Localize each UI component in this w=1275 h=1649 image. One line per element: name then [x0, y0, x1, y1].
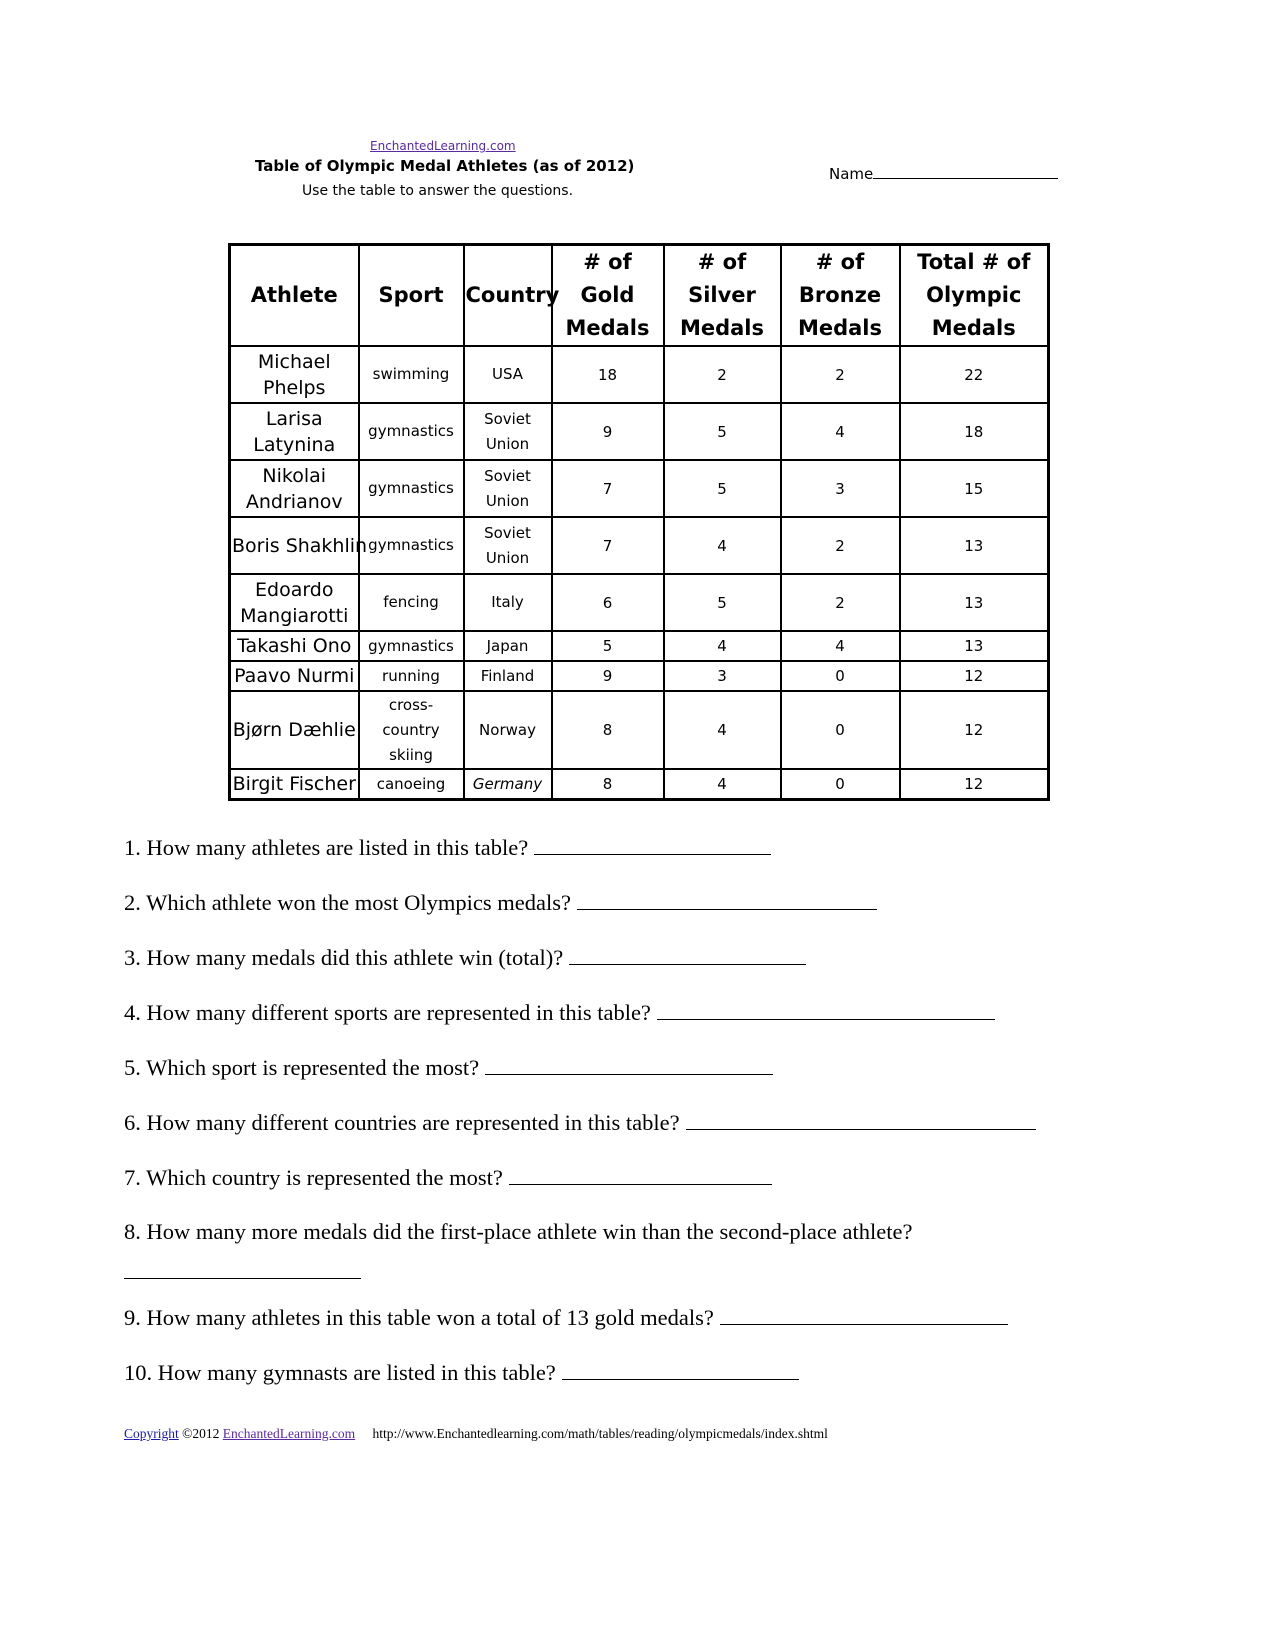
table-row: [230, 460, 1049, 517]
name-label: Name: [829, 165, 874, 183]
col-header-bronze: # of Bronze Medals: [781, 245, 900, 347]
cell-country: Japan: [464, 631, 552, 661]
cell-bronze: 2: [781, 574, 900, 631]
table-row: [230, 769, 1049, 800]
col-header-athlete: Athlete: [230, 245, 359, 347]
cell-bronze: 0: [781, 769, 900, 800]
table-row: [230, 403, 1049, 460]
question-text: 10. How many gymnasts are listed in this table?: [124, 1360, 556, 1385]
cell-sport: cross-country skiing: [359, 691, 464, 769]
question-text: 3. How many medals did this athlete win (total)?: [124, 945, 564, 970]
question-text: 7. Which country is represented the most?: [124, 1165, 503, 1190]
cell-sport: gymnastics: [359, 403, 464, 460]
cell-sport: gymnastics: [359, 460, 464, 517]
worksheet-title: Table of Olympic Medal Athletes (as of 2012): [255, 157, 635, 175]
table-row: [230, 346, 1049, 403]
cell-athlete: Boris Shakhlin: [230, 517, 359, 574]
cell-silver: 4: [664, 517, 781, 574]
col-header-silver: # of Silver Medals: [664, 245, 781, 347]
cell-total: 22: [900, 346, 1049, 403]
cell-country: Italy: [464, 574, 552, 631]
question-text: 9. How many athletes in this table won a total of 13 gold medals?: [124, 1305, 714, 1330]
cell-athlete: Takashi Ono: [230, 631, 359, 661]
table-row: [230, 574, 1049, 631]
cell-sport: swimming: [359, 346, 464, 403]
question-text: 8. How many more medals did the first-place athlete win than the second-place athlete?: [124, 1219, 913, 1244]
question-10: [124, 1361, 799, 1385]
cell-silver: 5: [664, 460, 781, 517]
cell-total: 13: [900, 631, 1049, 661]
cell-athlete: Nikolai Andrianov: [230, 460, 359, 517]
site-link-header[interactable]: EnchantedLearning.com: [370, 139, 516, 153]
question-4: [124, 1001, 995, 1025]
col-header-total: Total # of Olympic Medals: [900, 245, 1049, 347]
cell-bronze: 4: [781, 403, 900, 460]
cell-sport: fencing: [359, 574, 464, 631]
question-8: [124, 1221, 912, 1244]
cell-silver: 3: [664, 661, 781, 691]
cell-total: 12: [900, 769, 1049, 800]
question-6: [124, 1111, 1036, 1135]
cell-silver: 4: [664, 769, 781, 800]
cell-total: 13: [900, 574, 1049, 631]
cell-gold: 8: [552, 769, 664, 800]
table-row: [230, 631, 1049, 661]
answer-blank-3[interactable]: [569, 946, 806, 965]
cell-sport: canoeing: [359, 769, 464, 800]
cell-athlete: Paavo Nurmi: [230, 661, 359, 691]
cell-bronze: 4: [781, 631, 900, 661]
footer: [124, 1426, 828, 1442]
cell-total: 12: [900, 691, 1049, 769]
cell-gold: 7: [552, 517, 664, 574]
cell-silver: 4: [664, 691, 781, 769]
cell-country: Soviet Union: [464, 460, 552, 517]
cell-bronze: 0: [781, 691, 900, 769]
question-text: 5. Which sport is represented the most?: [124, 1055, 480, 1080]
cell-bronze: 0: [781, 661, 900, 691]
cell-gold: 6: [552, 574, 664, 631]
cell-gold: 5: [552, 631, 664, 661]
table-row: [230, 661, 1049, 691]
olympic-medals-table: [228, 243, 1050, 801]
cell-country: Soviet Union: [464, 403, 552, 460]
cell-silver: 5: [664, 403, 781, 460]
cell-country: USA: [464, 346, 552, 403]
cell-sport: gymnastics: [359, 631, 464, 661]
cell-sport: gymnastics: [359, 517, 464, 574]
question-9: [124, 1306, 1008, 1330]
cell-silver: 5: [664, 574, 781, 631]
cell-athlete: Edoardo Mangiarotti: [230, 574, 359, 631]
copyright-link[interactable]: Copyright: [124, 1426, 179, 1441]
cell-total: 12: [900, 661, 1049, 691]
cell-gold: 7: [552, 460, 664, 517]
answer-blank-5[interactable]: [485, 1056, 773, 1075]
answer-blank-7[interactable]: [509, 1166, 772, 1185]
question-2: [124, 891, 877, 915]
answer-blank-1[interactable]: [534, 836, 771, 855]
col-header-country: Country: [464, 245, 552, 347]
cell-total: 18: [900, 403, 1049, 460]
cell-gold: 18: [552, 346, 664, 403]
answer-blank-10[interactable]: [562, 1361, 799, 1380]
cell-athlete: Michael Phelps: [230, 346, 359, 403]
cell-bronze: 2: [781, 517, 900, 574]
question-text: 1. How many athletes are listed in this table?: [124, 835, 529, 860]
cell-gold: 9: [552, 403, 664, 460]
question-text: 2. Which athlete won the most Olympics medals?: [124, 890, 571, 915]
cell-gold: 9: [552, 661, 664, 691]
table-row: [230, 691, 1049, 769]
site-link-footer[interactable]: EnchantedLearning.com: [222, 1426, 356, 1441]
cell-country: Soviet Union: [464, 517, 552, 574]
answer-blank-6[interactable]: [686, 1111, 1036, 1130]
worksheet-instructions: Use the table to answer the questions.: [301, 183, 574, 199]
cell-silver: 4: [664, 631, 781, 661]
cell-silver: 2: [664, 346, 781, 403]
col-header-sport: Sport: [359, 245, 464, 347]
col-header-gold: # of Gold Medals: [552, 245, 664, 347]
question-1: [124, 836, 771, 860]
table-header-row: [230, 245, 1049, 347]
question-text: 6. How many different countries are represented in this table?: [124, 1110, 680, 1135]
cell-country: Finland: [464, 661, 552, 691]
cell-athlete: Bjørn Dæhlie: [230, 691, 359, 769]
question-7: [124, 1166, 772, 1190]
cell-athlete: Birgit Fischer: [230, 769, 359, 800]
page-url: http://www.Enchantedlearning.com/math/tables/reading/olympicmedals/index.shtml: [372, 1426, 828, 1441]
copyright-year: ©2012: [182, 1426, 220, 1441]
answer-blank-4[interactable]: [657, 1001, 995, 1020]
cell-total: 13: [900, 517, 1049, 574]
cell-total: 15: [900, 460, 1049, 517]
name-field[interactable]: [829, 164, 1058, 183]
question-3: [124, 946, 806, 970]
table-row: [230, 517, 1049, 574]
answer-blank-2[interactable]: [577, 891, 877, 910]
cell-bronze: 3: [781, 460, 900, 517]
cell-gold: 8: [552, 691, 664, 769]
cell-athlete: Larisa Latynina: [230, 403, 359, 460]
question-text: 4. How many different sports are represented in this table?: [124, 1000, 651, 1025]
cell-bronze: 2: [781, 346, 900, 403]
cell-country: Germany: [464, 769, 552, 800]
question-5: [124, 1056, 773, 1080]
name-blank-line[interactable]: [873, 164, 1058, 179]
cell-country: Norway: [464, 691, 552, 769]
answer-blank-8[interactable]: [124, 1277, 361, 1279]
answer-blank-9[interactable]: [720, 1306, 1008, 1325]
cell-sport: running: [359, 661, 464, 691]
